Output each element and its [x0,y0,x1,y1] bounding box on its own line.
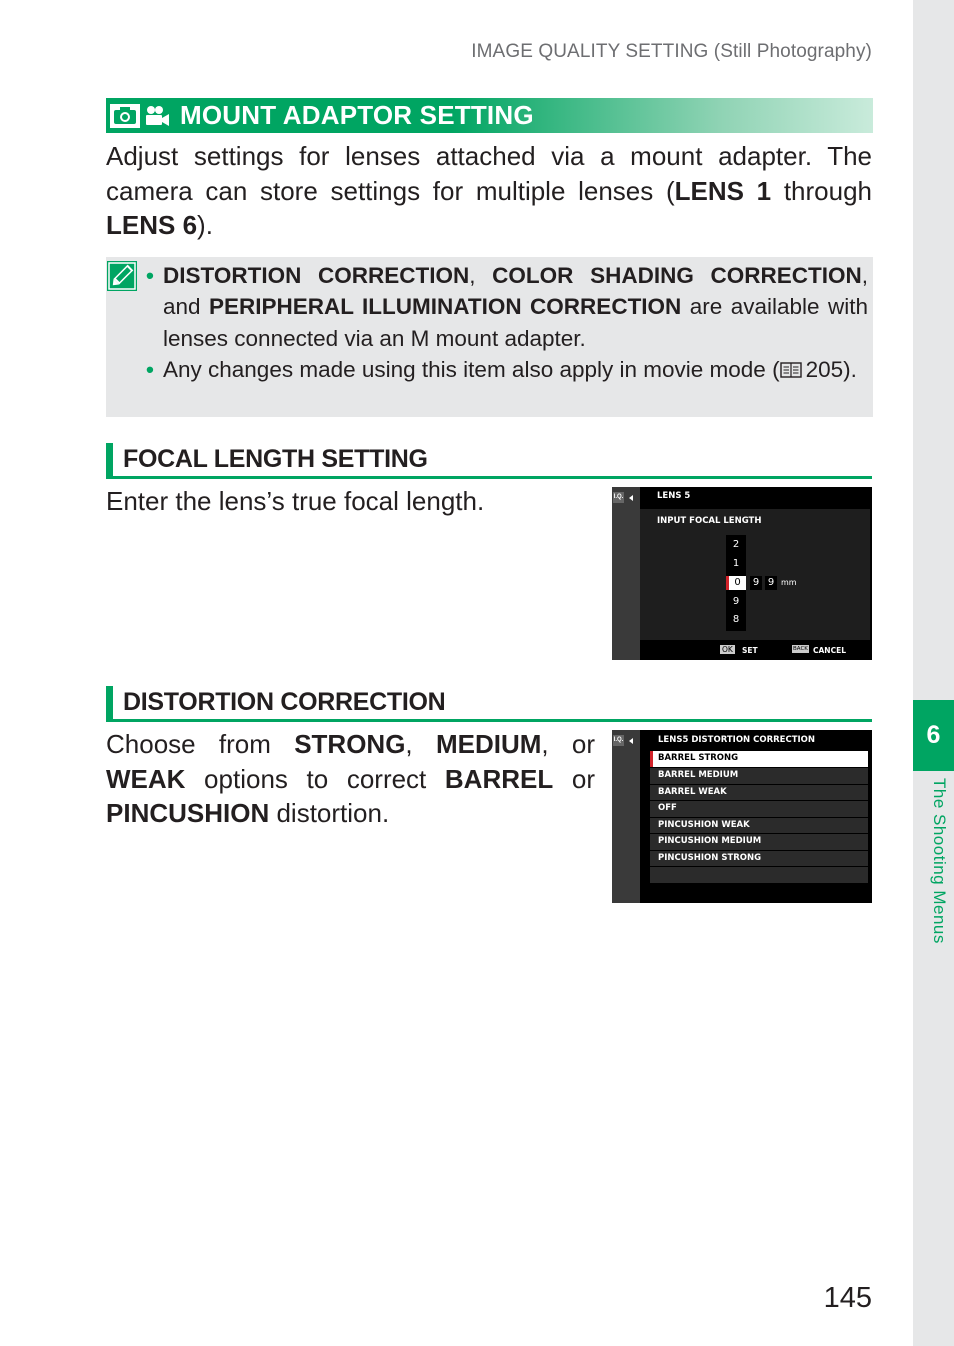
screen-sidebar [612,487,640,660]
option-label: PINCUSHION MEDIUM [658,836,762,846]
digit: 2 [732,539,740,550]
option-item-selected[interactable] [650,751,868,767]
intro-text-b: through [771,175,872,206]
bullet-icon: • [146,263,154,288]
term-strong: STRONG [294,729,406,759]
chapter-title: The Shooting Menus [930,778,949,944]
intro-text-c: ). [197,210,213,240]
digit-box[interactable] [750,576,762,590]
term-pincushion: PINCUSHION [106,798,270,828]
note-item [146,354,868,385]
option-item[interactable] [650,785,868,801]
back-button-icon: BACK [793,646,808,652]
term-barrel: BARREL [444,763,554,794]
option-label: PINCUSHION STRONG [658,852,762,863]
screen-title: LENS 5 [657,491,691,501]
note-separator: , [469,263,493,288]
text-run: options to correct [185,763,445,794]
focal-length-text: Enter the lens’s true focal length. [106,486,485,516]
note-separator: , and [163,263,868,320]
heading-icons [110,104,170,128]
text-run: distortion. [269,798,390,828]
running-head: IMAGE QUALITY SETTING (Still Photography) [471,41,872,62]
option-item[interactable] [650,768,868,784]
digit: 8 [732,614,740,625]
option-label: PINCUSHION WEAK [658,819,750,830]
option-label: BARREL WEAK [658,786,727,797]
chapter-number[interactable]: 6 [913,700,954,771]
set-label: SET [742,646,758,655]
selected-digit-box [726,576,746,590]
digit: 9 [767,577,775,588]
screen-title: LENS5 DISTORTION CORRECTION [658,735,816,745]
option-item[interactable] [650,818,868,834]
section-title: MOUNT ADAPTOR SETTING [180,100,534,130]
note-term-peripheral: PERIPHERAL ILLUMINATION CORRECTION [209,294,682,320]
screen-footer [640,640,872,660]
subheading-focal-length [106,443,872,479]
option-label: OFF [658,803,677,813]
note-text: are available with lenses connected via an M mount adapter. [163,294,868,351]
left-arrow-icon [629,738,633,744]
digit: 9 [732,596,740,607]
focal-length-screen [612,487,872,660]
camera-icon [110,104,140,128]
term-weak: WEAK [106,763,186,794]
ok-button-icon: OK [722,645,733,654]
distortion-screen [612,730,872,903]
note-text-close: ). [843,356,857,382]
text-run: Choose from [106,729,295,759]
note-term-distortion: DISTORTION CORRECTION [163,263,470,288]
subheading-title: DISTORTION CORRECTION [123,688,446,716]
note-list [146,260,868,385]
intro-text-a: Adjust settings for lenses attached via a mount adapter. The camera can store settings for multiple lenses ( [106,141,872,206]
option-label: BARREL MEDIUM [658,770,739,780]
page-reference-icon [780,362,802,378]
image-quality-tab-icon: I.Q. [613,492,624,503]
option-label: BARREL STRONG [658,753,739,763]
selected-digit: 0 [734,577,741,588]
intro-lens1: LENS 1 [674,175,772,206]
digit: 9 [752,577,760,588]
option-item-empty [650,867,868,883]
option-list [650,751,868,883]
digit-column[interactable] [726,535,746,631]
text-run: or [553,763,595,794]
page-number: 145 [823,1282,872,1314]
screen-title-bar [640,487,872,509]
note-box [106,257,873,417]
text-run: , [405,729,436,759]
digit: 1 [732,558,740,569]
bullet-icon: • [146,356,154,382]
option-item[interactable] [650,834,868,850]
screen-subtitle: INPUT FOCAL LENGTH [657,516,762,526]
term-medium: MEDIUM [435,729,542,759]
text-run: , or [541,729,595,759]
chapter-side-tab [913,0,954,1346]
left-arrow-icon [629,495,633,501]
screen-sidebar [612,730,640,903]
note-item [146,260,868,354]
subheading-title: FOCAL LENGTH SETTING [123,445,428,473]
option-item[interactable] [650,851,868,867]
intro-paragraph [106,139,872,243]
movie-camera-icon [144,104,170,128]
intro-lens6: LENS 6 [106,210,198,240]
subheading-distortion [106,686,872,722]
cancel-label: CANCEL [813,646,846,655]
page-reference[interactable]: 205 [805,356,844,382]
unit-label: mm [781,578,797,587]
note-term-color-shading: COLOR SHADING CORRECTION [492,263,862,288]
note-pencil-icon [107,261,137,291]
digit-box[interactable] [765,576,777,590]
option-item[interactable] [650,801,868,817]
screen-panel [640,509,870,640]
note-text: Any changes made using this item also apply in movie mode ( [163,356,780,382]
distortion-text [106,727,595,831]
section-heading-mount-adaptor [106,98,873,133]
image-quality-tab-icon: I.Q. [613,735,624,746]
